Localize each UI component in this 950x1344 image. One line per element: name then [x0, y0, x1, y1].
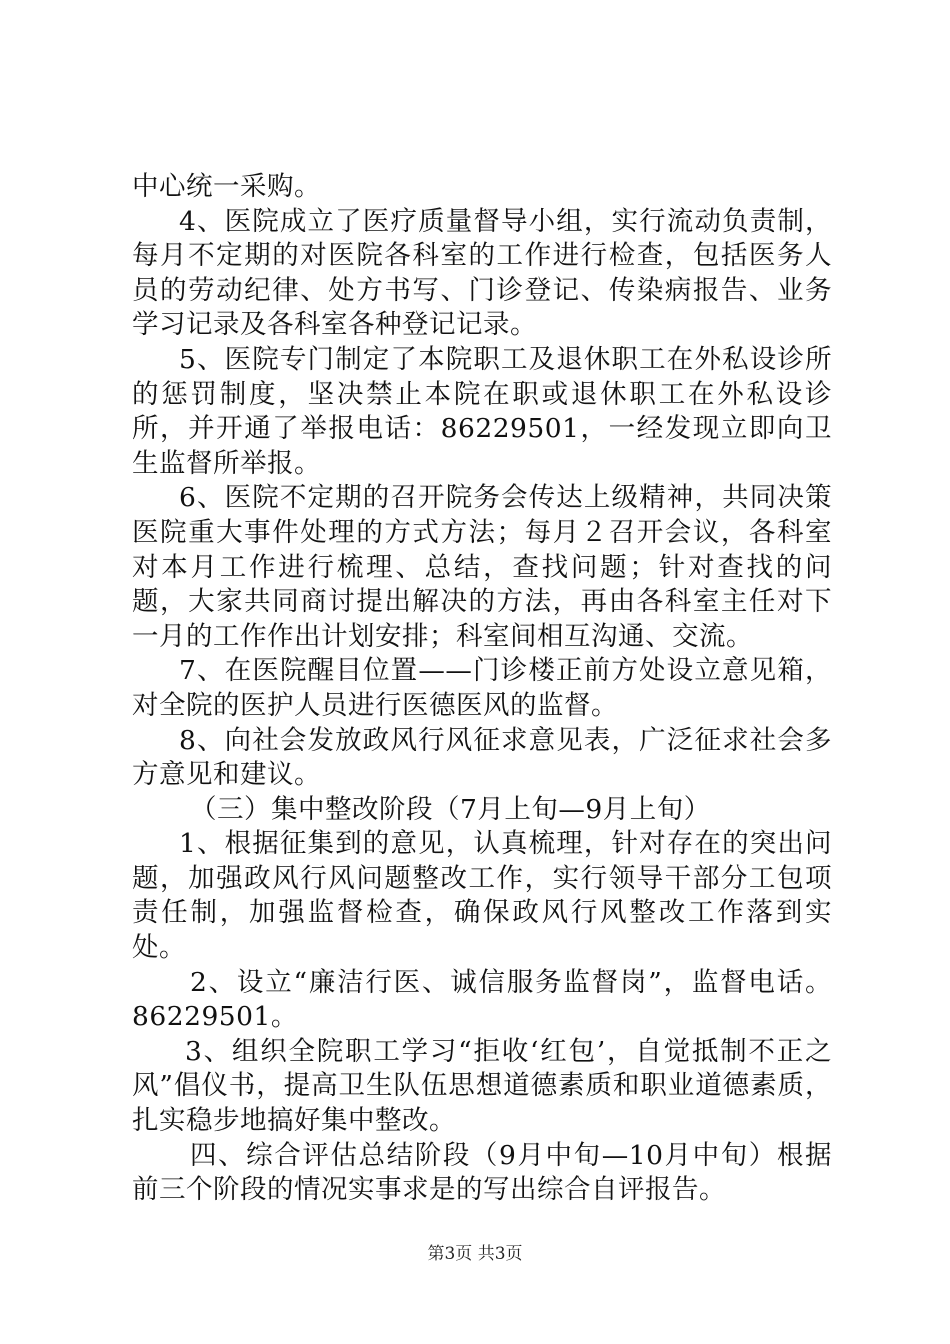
- paragraph-item-7: 7、在医院醒目位置——门诊楼正前方处设立意见箱，对全院的医护人员进行医德医风的监督。: [132, 655, 832, 721]
- document-body: [132, 170, 832, 1208]
- paragraph-item-8: 8、向社会发放政风行风征求意见表，广泛征求社会多方意见和建议。: [132, 724, 832, 791]
- paragraph-stage3-item-1: 1、根据征集到的意见，认真梳理，针对存在的突出问题，加强政风行风问题整改工作，实行领导干部分工包项责任制，加强监督检查，确保政风行风整改工作落到实处。: [132, 828, 832, 964]
- paragraph-item-6: 6、医院不定期的召开院务会传达上级精神，共同决策医院重大事件处理的方式方法；每月２召开会议，各科室对本月工作进行梳理、总结，查找问题；针对查找的问题，大家共同商讨提出解决的方法，再由各科室主任对下一月的工作作出计划安排；科室间相互沟通、交流。: [132, 482, 832, 652]
- paragraph-item-5: 5、医院专门制定了本院职工及退休职工在外私设诊所的惩罚制度，坚决禁止本院在职或退休职工在外私设诊所，并开通了举报电话：86229501，一经发现立即向卫生监督所举报。: [132, 343, 832, 479]
- paragraph-continuation: 中心统一采购。: [132, 171, 321, 202]
- page-number-footer: 第3页 共3页: [427, 1244, 523, 1264]
- paragraph-item-4: 4、医院成立了医疗质量督导小组，实行流动负责制，每月不定期的对医院各科室的工作进行检查，包括医务人员的劳动纪律、处方书写、门诊登记、传染病报告、业务学习记录及各科室各种登记记录。: [132, 205, 832, 341]
- section-heading-stage-3: （三）集中整改阶段（7月上旬—9月上旬）: [190, 793, 711, 825]
- paragraph-stage3-item-2: 2、设立“廉洁行医、诚信服务监督岗”，监督电话。86229501。: [132, 966, 832, 1033]
- paragraph-stage3-item-3: 3、组织全院职工学习“拒收‘红包’，自觉抵制不正之风”倡仪书，提高卫生队伍思想道德素质和职业道德素质，扎实稳步地搞好集中整改。: [132, 1035, 832, 1137]
- section-heading-stage-4: 四、综合评估总结阶段（9月中旬—10月中旬）根据前三个阶段的情况实事求是的写出综合自评报告。: [132, 1139, 832, 1206]
